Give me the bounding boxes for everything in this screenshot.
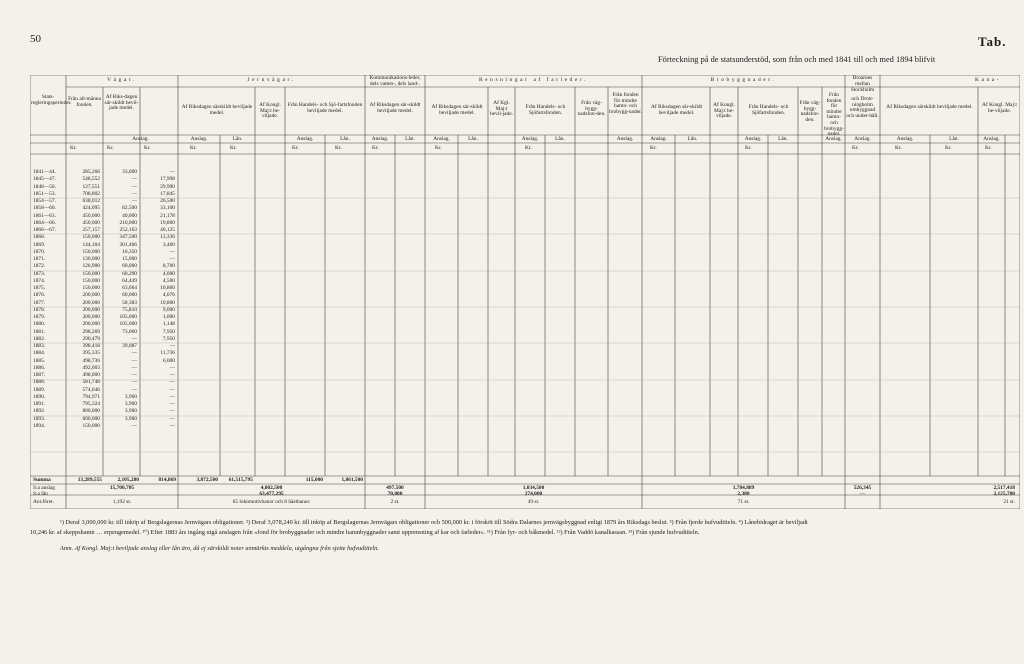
komm-count: 2 st. [390, 499, 400, 505]
label-anslag: Anslag. [744, 136, 762, 142]
table-cell: — [131, 190, 137, 197]
period-cell: 1885. [33, 357, 46, 364]
group-kanaler: Kana- [975, 77, 1002, 83]
group-brobyggnader: Brobyggnader. [710, 77, 777, 83]
k-lan: 2,125,700 [993, 491, 1015, 497]
label-anslag: Anslag. [650, 136, 667, 142]
table-cell: 150,000 [82, 270, 100, 277]
table-cell: — [169, 386, 175, 393]
label-anslag: Anslag. [296, 136, 314, 142]
label-anslag: Anslag. [132, 136, 149, 142]
table-cell: 450,000 [82, 219, 100, 226]
label-lan: Lån. [687, 136, 698, 142]
period-cell: 1887. [33, 372, 46, 378]
column-af-kongl [141, 169, 175, 430]
table-cell: — [131, 176, 137, 183]
subheader-r-kgl: Af Kgl. Maj:t bevil-jade. [490, 100, 513, 118]
b-count: 71 st. [737, 499, 750, 505]
label-anslag: Anslag. [854, 136, 871, 142]
table-cell: — [131, 386, 137, 393]
table-cell: 58,383 [122, 299, 137, 306]
period-cell: 1869. [33, 241, 46, 248]
label-lan: Lån. [468, 136, 478, 142]
unit-kr: Kr. [144, 145, 151, 151]
table-cell: 150,000 [82, 285, 100, 291]
unit-kr: Kr. [372, 145, 379, 151]
period-cell: 1881. [33, 328, 46, 335]
vagar-sa: 15,700,705 [109, 485, 135, 491]
period-cell: 1890. [33, 393, 46, 400]
period-cell: 1882. [33, 335, 46, 342]
period-cell: 1892. [33, 408, 46, 415]
footnote-line-1: ¹) Deraf 3,000,000 kr. till inköp af Bergslagernas Jernvägars obligationer. ²) Deraf 3,078,240 kr. till inköp af Bergslagernas Jernvägars obligationer och 500,000 kr. i försköt till Södra Dalarnes jernvägsbyggnad enligt 1879 års Riksdags beslut. ³) Från fjerde hufvudtiteln. ⁴) Lånebidraget är beviljadt [60, 519, 808, 526]
period-cell: 1874. [33, 277, 46, 284]
label-anslag: Anslag. [616, 136, 634, 142]
label-lan: Lån. [232, 136, 243, 142]
table-cell: 40,125 [160, 227, 175, 233]
table-cell: 40,000 [122, 212, 137, 219]
subheader-b-handels: Från Handels- och Sjöfartsfonden. [748, 104, 789, 116]
table-cell: 600,000 [82, 415, 100, 422]
table-cell: 9,000 [162, 306, 175, 313]
subheader-af-riksdagen: Af Riks-dagen sär-skildt bevil-jade medel. [104, 94, 139, 112]
table-cell: — [169, 372, 175, 378]
sa-anslag-label: S:a anslag [33, 485, 56, 491]
table-cell: 4,076 [162, 292, 175, 299]
label-lan: Lån. [340, 136, 350, 142]
table-cell: — [169, 393, 175, 400]
b-sa: 1,784,889 [732, 485, 755, 491]
table-cell: 548,552 [82, 176, 100, 183]
table-cell: 60,000 [122, 292, 137, 299]
table-cell: 252,163 [119, 227, 137, 233]
column-af-riksdagen [104, 169, 137, 430]
table-label: Tab. [978, 34, 1007, 49]
table-cell: 200,000 [82, 314, 100, 320]
period-cell: 1883. [33, 343, 46, 349]
period-cell: 1888. [33, 379, 46, 386]
unit-kr: Kr. [292, 145, 299, 151]
table-cell: — [131, 379, 137, 386]
label-anslag: Anslag. [983, 136, 1000, 142]
unit-kr: Kr. [650, 145, 657, 151]
period-cell: 1877. [33, 299, 46, 306]
table-cell: 11,736 [160, 350, 175, 357]
period-cell: 1870. [33, 248, 46, 255]
table-cell: 26,500 [160, 198, 175, 204]
table-cell: 3,960 [124, 415, 137, 422]
period-cell: 1848—50. [33, 183, 56, 190]
table-cell: 150,000 [82, 248, 100, 255]
table-cell: — [169, 169, 175, 175]
subheader-komm-riksdagen: Af Riksdagen sär-skildt beviljade medel. [369, 102, 421, 114]
table-cell: — [169, 422, 175, 429]
table-cell: 424,095 [82, 205, 100, 212]
subheader-fran-allm: Från all-männa fonden. [68, 96, 101, 108]
group-kommunikation: Kommunikations-leder, dels vatten-, dels land-. [369, 75, 421, 87]
r-sa: 1,034,500 [522, 485, 545, 491]
table-cell: — [131, 183, 137, 190]
table-cell: 398,418 [82, 343, 100, 349]
summa-jv-riksdagen: 3,872,500 [196, 477, 218, 483]
table-cell: 210,000 [119, 219, 137, 226]
group-jernvagar: Jernvägar. [247, 77, 296, 83]
table-cell: 7,950 [162, 335, 175, 342]
table-cell: — [169, 364, 175, 371]
table-cell: 4,500 [162, 277, 175, 284]
table-cell: — [131, 335, 137, 342]
period-cell: 1851—53. [33, 190, 56, 197]
subheader-jv-riksdagen: Af Riksdagen särskildt beviljade medel. [181, 104, 253, 116]
footnote-note: Anm. Af Kongl. Maj:t beviljade anslag eller lån äro, då ej särskildt noter anmärkts meddela, utgångna från sjette hufvudtiteln. [60, 545, 379, 552]
label-anslag: Anslag. [521, 136, 539, 142]
subheader-b-riksdagen: Af Riksdagen sär-skildt beviljade medel. [650, 104, 703, 116]
table-cell: 73,060 [122, 328, 137, 335]
table-cell: 574,646 [82, 386, 100, 393]
table-cell: 638,012 [82, 198, 100, 204]
subheader-r-handels: Från Handels- och Sjöfartsfonden. [525, 104, 566, 116]
period-column [33, 169, 56, 430]
subheader-r-fonden: Från fonden för mindre hamn- och brobygg-nader. [609, 92, 642, 115]
period-cell: 1878. [33, 306, 46, 313]
page-number: 50 [30, 33, 41, 45]
label-anslag: Anslag. [190, 136, 208, 142]
unit-kr: Kr. [895, 145, 902, 151]
table-cell: 17,845 [160, 190, 175, 197]
table-cell: 7,950 [162, 328, 175, 335]
period-cell: 1879. [33, 314, 46, 320]
table-cell: — [131, 198, 137, 204]
document-title: Förteckning på de statsunderstöd, som från och med 1841 till och med 1894 blifvit [658, 55, 936, 64]
table-cell: 127,551 [82, 183, 100, 190]
label-lan: Lån. [778, 136, 788, 142]
column-fran-allm [67, 169, 100, 430]
subheader-stats-period: Stats-regleringsperioder. [31, 94, 72, 106]
table-cell: 200,000 [82, 292, 100, 299]
table-cell: 29,990 [160, 183, 175, 190]
table-cell: — [131, 357, 137, 364]
table-cell: 498,000 [82, 372, 100, 378]
ant-foret-label: Ant.föret. [33, 499, 54, 505]
table-cell: 10,800 [160, 299, 175, 306]
table-cell: 150,000 [82, 422, 100, 429]
period-cell: 1858—60. [33, 205, 56, 212]
subheader-jv-kongl: Af Kongl. Maj:t be-viljade. [259, 102, 281, 120]
period-cell: 1871. [33, 256, 46, 262]
table-cell: 19,800 [160, 219, 175, 226]
k-count: 21 st. [1003, 499, 1015, 505]
table-cell: 130,000 [82, 256, 100, 262]
table-cell: 3,960 [124, 393, 137, 400]
r-count: 49 st. [527, 499, 540, 505]
subheader-b-fonden: Från fonden för mindre hamn- och brobygg-nader. [824, 92, 844, 138]
table-cell: 63,664 [122, 285, 137, 291]
table-cell: 290,479 [82, 335, 100, 342]
unit-kr: Kr. [230, 145, 237, 151]
table-cell: 200,000 [82, 306, 100, 313]
table-cell: 298,269 [82, 328, 100, 335]
period-cell: 1854—57. [33, 198, 56, 204]
jv-lan: 63,477,295 [259, 491, 284, 497]
table-cell: 15,000 [122, 256, 137, 262]
period-cell: 1873. [33, 270, 46, 277]
summa-jv-handels: 115,000 [305, 477, 323, 483]
label-lan: Lån. [949, 136, 959, 142]
table-cell: 60,290 [122, 270, 137, 277]
table-cell: 33,000 [122, 169, 137, 175]
statistics-table [30, 75, 1020, 509]
jv-count: 65 lokomotivbanor och 8 hästbanor. [232, 499, 311, 505]
period-cell: 1841—44. [33, 169, 56, 175]
summa-jv-handels-lan: 1,861,500 [341, 477, 363, 483]
table-cell: 795,324 [82, 401, 100, 407]
period-cell: 1880. [33, 321, 46, 328]
jv-sa: 4,002,500 [260, 485, 283, 491]
period-cell: 1886. [33, 364, 46, 371]
table-cell: 150,000 [82, 234, 100, 241]
table-cell: 10,800 [160, 285, 175, 291]
table-cell: 498,736 [82, 357, 100, 364]
period-cell: 1893. [33, 415, 46, 422]
period-cell: 1845—47. [33, 176, 56, 183]
komm-sa: 497,500 [386, 485, 404, 491]
subheader-b-vag: Från väg-bygg-nadsfon-den. [799, 100, 821, 123]
table-cell: 64,449 [122, 277, 137, 284]
period-cell: 1864—66. [33, 219, 56, 226]
period-cell: 1876. [33, 292, 46, 299]
label-lan: Lån. [405, 136, 415, 142]
unit-kr: Kr. [525, 145, 532, 151]
k-sa: 2,517,418 [993, 485, 1015, 491]
table-cell: 301,466 [119, 241, 137, 248]
summa-fran-allm: 13,289,555 [77, 477, 102, 483]
subheader-k-riksdagen: Af Riksdagen särskildt beviljade medel. [886, 104, 973, 110]
b-lan: 2,300 [737, 491, 750, 497]
vagar-count: 1,192 st. [112, 499, 132, 505]
table-cell: 17,998 [160, 176, 175, 183]
table-cell: 285,266 [82, 169, 100, 175]
table-cell: — [131, 422, 137, 429]
label-lan: Lån. [555, 136, 565, 142]
table-cell: 13,336 [160, 234, 175, 241]
komm-lan: 70,000 [387, 491, 403, 497]
table-cell: 200,000 [82, 321, 100, 328]
r-lan: 274,000 [524, 491, 543, 497]
table-cell: 708,802 [82, 190, 100, 197]
table-cell: — [169, 408, 175, 415]
table-cell: 126,900 [82, 263, 100, 270]
subheader-jv-handels: Från Handels- och Sjö-fartsfonden beviljade medel. [287, 102, 363, 114]
label-anslag: Anslag. [896, 136, 914, 142]
table-cell: 581,748 [82, 379, 100, 386]
unit-kr: Kr. [335, 145, 342, 151]
table-cell: — [169, 256, 175, 262]
unit-kr: Kr. [107, 145, 114, 151]
table-cell: — [131, 372, 137, 378]
unit-kr: Kr. [190, 145, 197, 151]
unit-kr: Kr. [852, 145, 859, 151]
table-cell: 33,100 [160, 205, 175, 212]
table-cell: 3,960 [124, 401, 137, 407]
period-cell: 1889. [33, 386, 46, 393]
label-anslag: Anslag. [825, 136, 842, 142]
table-cell: — [169, 379, 175, 386]
table-cell: 1,148 [162, 321, 175, 328]
summa-label: Summa [33, 477, 51, 483]
group-rensningar: Rensningar af farleder. [478, 77, 589, 83]
period-cell: 1868. [33, 234, 46, 241]
table-cell: 60,000 [122, 263, 137, 270]
table-cell: 450,000 [82, 212, 100, 219]
label-anslag: Anslag. [371, 136, 389, 142]
table-cell: 3,960 [124, 408, 137, 415]
table-cell: 39,087 [122, 343, 137, 349]
summa-af-kongl: 814,869 [158, 477, 176, 483]
table-cell: — [131, 364, 137, 371]
table-cell: 75,810 [122, 306, 137, 313]
period-cell: 1891. [33, 401, 46, 407]
subheader-k-kongl: Af Kongl. Maj:t be-viljade. [982, 102, 1017, 114]
table-cell: 105,000 [119, 321, 137, 328]
table-cell: 3,400 [162, 241, 175, 248]
label-anslag: Anslag. [433, 136, 450, 142]
table-cell: — [169, 248, 175, 255]
table-cell: 21,178 [160, 212, 175, 219]
table-cell: — [131, 350, 137, 357]
table-cell: 8,700 [162, 263, 175, 270]
subheader-b-kongl: Af Kongl. Maj:t be-viljade. [713, 102, 735, 120]
table-cell: 16,350 [122, 248, 137, 255]
period-cell: 1884. [33, 350, 46, 357]
table-cell: 150,000 [82, 277, 100, 284]
summa-af-riksdagen: 2,105,280 [117, 477, 139, 483]
table-cell: — [169, 343, 175, 349]
unit-kr: Kr. [985, 145, 992, 151]
period-cell: 1875. [33, 285, 46, 291]
group-broarnes: Broarnes mellan Stockholm [850, 75, 875, 93]
unit-kr: Kr. [745, 145, 752, 151]
subheader-r-vag: Från väg-bygg-nadsfon-den. [577, 100, 606, 118]
table-cell: 4,000 [162, 270, 175, 277]
table-cell: 800,000 [82, 408, 100, 415]
group-vagar: Vägar. [107, 77, 137, 83]
table-cell: — [169, 415, 175, 422]
table-cell: 1,000 [162, 314, 175, 320]
unit-kr: Kr. [70, 145, 77, 151]
period-cell: 1861—63. [33, 212, 56, 219]
broar-sa: 526,345 [853, 485, 872, 491]
summa-jv-lan: 61,515,795 [228, 477, 253, 483]
table-cell: 200,000 [82, 299, 100, 306]
table-cell: 257,157 [82, 227, 100, 233]
subheader-r-riksdagen: Af Riksdagen sär-skildt beviljade medel. [431, 104, 483, 116]
broar-lan: — [859, 491, 866, 497]
period-cell: 1872. [33, 263, 46, 270]
unit-kr: Kr. [945, 145, 952, 151]
table-cell: 492,003 [82, 364, 100, 371]
table-cell: 794,971 [82, 393, 100, 400]
table-cell: 6,000 [162, 357, 175, 364]
table-cell: 105,000 [119, 314, 137, 320]
unit-kr: Kr. [435, 145, 442, 151]
table-cell: — [169, 401, 175, 407]
table-cell: 82,500 [122, 205, 137, 212]
table-cell: 347,500 [119, 234, 137, 241]
table-cell: 144,104 [82, 241, 100, 248]
sa-lan-label: S:a lån [33, 491, 48, 497]
table-cell: 395,335 [82, 350, 100, 357]
footnote-line-2: 10,246 kr. af skeppshamn … erpengemedel. ¹⁰) Efter 1883 års ingång utgå anslagen från »fond för brobyggnader och mindre hamnbyggnader samt upprensning af kar och farleder». ¹¹) Från fyr- och båkmedel. ¹²) Från Vaddö kanalkassan. ¹³) Från sjunde hufvudtiteln. [30, 529, 700, 536]
period-cell: 1894. [33, 422, 46, 429]
period-cell: 1866—67. [33, 227, 56, 233]
subheader-broarnes: och Drott-ningholm omhyggnad och under-håll. [846, 96, 879, 119]
